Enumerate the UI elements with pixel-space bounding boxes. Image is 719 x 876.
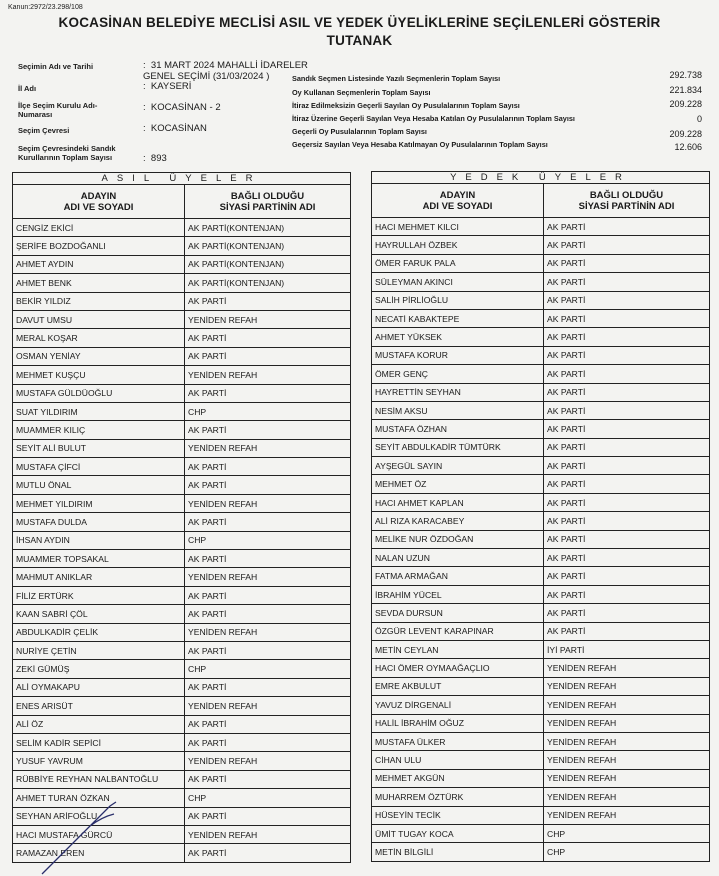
- info-row: [18, 60, 308, 82]
- party-name: AK PARTİ: [544, 438, 710, 456]
- stat-label: İtiraz Üzerine Geçerli Sayılan Veya Hesaba Katılan Oy Pusulalarının Toplam Sayısı: [292, 114, 575, 123]
- party-name: YENİDEN REFAH: [544, 714, 710, 732]
- candidate-name: ÜMİT TUGAY KOCA: [372, 824, 544, 842]
- party-name: AK PARTİ: [544, 457, 710, 475]
- candidate-name: MUHARREM ÖZTÜRK: [372, 788, 544, 806]
- title-line-1: KOCASİNAN BELEDİYE MECLİSİ ASIL VE YEDEK ÜYELİKLERİNE SEÇİLENLERİ GÖSTERİR: [58, 15, 661, 30]
- party-name: YENİDEN REFAH: [544, 696, 710, 714]
- party-name: AK PARTİ(KONTENJAN): [185, 255, 351, 273]
- table-row: [372, 383, 710, 401]
- party-name: CHP: [185, 789, 351, 807]
- table-row: [13, 329, 351, 347]
- table-row: [13, 274, 351, 292]
- party-name: YENİDEN REFAH: [185, 366, 351, 384]
- table-row: [372, 788, 710, 806]
- candidate-name: ALİ OYMAKAPU: [13, 678, 185, 696]
- table-row: [13, 237, 351, 255]
- candidate-name: MUSTAFA GÜLDÜOĞLU: [13, 384, 185, 402]
- table-row: [13, 752, 351, 770]
- info-label: Seçim Çevresindeki Sandık Kurullarının Toplam Sayısı: [18, 144, 116, 162]
- candidate-name: SEVDA DURSUN: [372, 604, 544, 622]
- table-row: [372, 696, 710, 714]
- table-row: [372, 640, 710, 658]
- candidate-name: EMRE AKBULUT: [372, 677, 544, 695]
- party-name: YENİDEN REFAH: [185, 697, 351, 715]
- stat-label: İtiraz Edilmeksizin Geçerli Sayılan Oy Pusulalarının Toplam Sayısı: [292, 101, 520, 110]
- table-row: [13, 347, 351, 365]
- party-name: AK PARTİ: [544, 218, 710, 236]
- party-name: YENİDEN REFAH: [544, 788, 710, 806]
- candidate-name: NURİYE ÇETİN: [13, 641, 185, 659]
- table-row: [372, 420, 710, 438]
- table-row: [372, 622, 710, 640]
- party-name: AK PARTİ: [544, 236, 710, 254]
- party-name: CHP: [185, 660, 351, 678]
- stat-row: [292, 114, 710, 125]
- candidate-name: YAVUZ DİRGENALİ: [372, 696, 544, 714]
- table-caption: ASIL ÜYELER: [13, 173, 351, 185]
- table-row: [372, 677, 710, 695]
- candidate-name: MUSTAFA ÜLKER: [372, 732, 544, 750]
- stat-row: [292, 127, 710, 138]
- party-name: AK PARTİ: [185, 605, 351, 623]
- party-name: AK PARTİ: [185, 715, 351, 733]
- candidate-name: METİN CEYLAN: [372, 640, 544, 658]
- candidate-name: MERAL KOŞAR: [13, 329, 185, 347]
- info-value: : KOCASİNAN: [143, 123, 207, 134]
- table-row: [13, 219, 351, 237]
- table-row: [372, 438, 710, 456]
- party-name: AK PARTİ: [185, 292, 351, 310]
- candidate-name: MAHMUT ANIKLAR: [13, 568, 185, 586]
- candidate-name: HÜSEYİN TECİK: [372, 806, 544, 824]
- info-label: İl Adı: [18, 84, 37, 93]
- candidate-name: HAYRULLAH ÖZBEK: [372, 236, 544, 254]
- candidate-name: ÖZGÜR LEVENT KARAPINAR: [372, 622, 544, 640]
- candidate-name: CENGİZ EKİCİ: [13, 219, 185, 237]
- party-name: AK PARTİ: [544, 420, 710, 438]
- stat-value: 0: [696, 114, 702, 124]
- candidate-name: MEHMET AKGÜN: [372, 769, 544, 787]
- table-row: [372, 732, 710, 750]
- candidate-name: AHMET AYDIN: [13, 255, 185, 273]
- candidate-name: KAAN SABRİ ÇÖL: [13, 605, 185, 623]
- candidate-name: İHSAN AYDIN: [13, 531, 185, 549]
- party-name: AK PARTİ: [544, 604, 710, 622]
- candidate-name: ŞERİFE BOZDOĞANLI: [13, 237, 185, 255]
- table-row: [13, 825, 351, 843]
- table-row: [13, 660, 351, 678]
- table-row: [13, 641, 351, 659]
- candidate-name: ÖMER FARUK PALA: [372, 254, 544, 272]
- candidate-name: HACI MEHMET KILCI: [372, 218, 544, 236]
- table-row: [372, 475, 710, 493]
- party-name: AK PARTİ: [544, 567, 710, 585]
- info-label: Seçim Çevresi: [18, 126, 70, 135]
- table-row: [13, 586, 351, 604]
- table-row: [372, 585, 710, 603]
- party-name: AK PARTİ: [185, 678, 351, 696]
- table-row: [13, 384, 351, 402]
- info-value: : KAYSERİ: [143, 81, 192, 92]
- candidate-name: MELİKE NUR ÖZDOĞAN: [372, 530, 544, 548]
- candidate-name: HACI AHMET KAPLAN: [372, 493, 544, 511]
- party-name: AK PARTİ: [544, 273, 710, 291]
- stat-label: Sandık Seçmen Listesinde Yazılı Seçmenlerin Toplam Sayısı: [292, 74, 501, 83]
- table-row: [372, 309, 710, 327]
- table-row: [13, 568, 351, 586]
- candidate-name: AHMET BENK: [13, 274, 185, 292]
- candidate-name: ÖMER GENÇ: [372, 365, 544, 383]
- table-row: [372, 273, 710, 291]
- party-name: AK PARTİ: [544, 585, 710, 603]
- table-row: [372, 659, 710, 677]
- table-row: [372, 493, 710, 511]
- table-row: [372, 567, 710, 585]
- candidate-name: RAMAZAN EREN: [13, 844, 185, 862]
- party-name: AK PARTİ: [544, 549, 710, 567]
- party-name: CHP: [544, 843, 710, 861]
- table-row: [13, 844, 351, 862]
- stat-value: 209.228: [669, 129, 702, 139]
- candidate-name: ALİ RIZA KARACABEY: [372, 512, 544, 530]
- table-row: [372, 254, 710, 272]
- info-label: Seçimin Adı ve Tarihi: [18, 62, 94, 71]
- candidate-name: MEHMET KUŞÇU: [13, 366, 185, 384]
- candidate-name: SEYHAN ARİFOĞLU: [13, 807, 185, 825]
- table-row: [372, 401, 710, 419]
- candidate-name: NESİM AKSU: [372, 401, 544, 419]
- party-name: CHP: [185, 402, 351, 420]
- party-name: YENİDEN REFAH: [544, 659, 710, 677]
- table-row: [372, 769, 710, 787]
- stat-value: 221.834: [669, 85, 702, 95]
- table-row: [13, 770, 351, 788]
- table-row: [13, 550, 351, 568]
- party-name: AK PARTİ: [544, 530, 710, 548]
- candidate-name: AHMET TURAN ÖZKAN: [13, 789, 185, 807]
- candidate-name: MEHMET YILDIRIM: [13, 494, 185, 512]
- candidate-name: HAYRETTİN SEYHAN: [372, 383, 544, 401]
- column-header-party: BAĞLI OLDUĞU SİYASİ PARTİNİN ADI: [544, 184, 710, 218]
- stat-row: [292, 101, 710, 112]
- candidate-name: MUSTAFA DULDA: [13, 513, 185, 531]
- table-row: [13, 310, 351, 328]
- table-row: [372, 751, 710, 769]
- document-title: [0, 14, 719, 50]
- info-row: [18, 144, 308, 162]
- party-name: AK PARTİ: [185, 807, 351, 825]
- info-row: [18, 81, 308, 93]
- candidate-name: SÜLEYMAN AKINCI: [372, 273, 544, 291]
- column-header-name: ADAYIN ADI VE SOYADI: [372, 184, 544, 218]
- party-name: AK PARTİ: [185, 458, 351, 476]
- party-name: AK PARTİ: [185, 329, 351, 347]
- candidate-name: MUAMMER TOPSAKAL: [13, 550, 185, 568]
- party-name: AK PARTİ: [185, 347, 351, 365]
- party-name: İYİ PARTİ: [544, 640, 710, 658]
- candidate-name: HALİL İBRAHİM OĞUZ: [372, 714, 544, 732]
- stat-value: 12.606: [674, 142, 702, 152]
- asil-members-table: [12, 172, 351, 863]
- party-name: CHP: [185, 531, 351, 549]
- table-row: [13, 402, 351, 420]
- party-name: YENİDEN REFAH: [544, 677, 710, 695]
- party-name: YENİDEN REFAH: [185, 568, 351, 586]
- table-row: [13, 789, 351, 807]
- candidate-name: DAVUT UMSU: [13, 310, 185, 328]
- table-row: [13, 605, 351, 623]
- party-name: AK PARTİ: [544, 475, 710, 493]
- stat-label: Geçersiz Sayılan Veya Hesaba Katılmayan Oy Pusulalarının Toplam Sayısı: [292, 140, 548, 149]
- party-name: YENİDEN REFAH: [544, 732, 710, 750]
- candidate-name: AYŞEGÜL SAYIN: [372, 457, 544, 475]
- candidate-name: MUSTAFA ÖZHAN: [372, 420, 544, 438]
- candidate-name: SEYİT ALİ BULUT: [13, 439, 185, 457]
- table-row: [372, 604, 710, 622]
- party-name: YENİDEN REFAH: [185, 310, 351, 328]
- candidate-name: OSMAN YENİAY: [13, 347, 185, 365]
- party-name: AK PARTİ: [544, 328, 710, 346]
- party-name: CHP: [544, 824, 710, 842]
- table-row: [372, 549, 710, 567]
- candidate-name: FATMA ARMAĞAN: [372, 567, 544, 585]
- party-name: YENİDEN REFAH: [544, 751, 710, 769]
- table-row: [13, 678, 351, 696]
- candidate-name: HACI MUSTAFA GÜRCÜ: [13, 825, 185, 843]
- party-name: YENİDEN REFAH: [544, 806, 710, 824]
- table-row: [372, 365, 710, 383]
- party-name: AK PARTİ: [185, 770, 351, 788]
- column-header-party: BAĞLI OLDUĞU SİYASİ PARTİNİN ADI: [185, 185, 351, 219]
- table-row: [372, 714, 710, 732]
- candidate-name: NALAN UZUN: [372, 549, 544, 567]
- candidate-name: SUAT YILDIRIM: [13, 402, 185, 420]
- party-name: YENİDEN REFAH: [185, 752, 351, 770]
- table-row: [372, 236, 710, 254]
- table-row: [13, 513, 351, 531]
- candidate-name: MUTLU ÖNAL: [13, 476, 185, 494]
- candidate-name: SEYİT ABDULKADİR TÜMTÜRK: [372, 438, 544, 456]
- candidate-name: MUAMMER KILIÇ: [13, 421, 185, 439]
- party-name: YENİDEN REFAH: [185, 825, 351, 843]
- candidate-name: AHMET YÜKSEK: [372, 328, 544, 346]
- candidate-name: ALİ ÖZ: [13, 715, 185, 733]
- party-name: YENİDEN REFAH: [185, 623, 351, 641]
- candidate-name: YUSUF YAVRUM: [13, 752, 185, 770]
- stat-row: [292, 85, 710, 99]
- info-value: : KOCASİNAN - 2: [143, 102, 221, 113]
- candidate-name: METİN BİLGİLİ: [372, 843, 544, 861]
- candidate-name: BEKİR YILDIZ: [13, 292, 185, 310]
- candidate-name: ZEKİ GÜMÜŞ: [13, 660, 185, 678]
- table-row: [13, 255, 351, 273]
- table-row: [13, 458, 351, 476]
- table-row: [13, 807, 351, 825]
- party-name: AK PARTİ: [544, 401, 710, 419]
- candidate-name: NECATİ KABAKTEPE: [372, 309, 544, 327]
- candidate-name: RÜBBİYE REYHAN NALBANTOĞLU: [13, 770, 185, 788]
- party-name: YENİDEN REFAH: [544, 769, 710, 787]
- candidate-name: FİLİZ ERTÜRK: [13, 586, 185, 604]
- party-name: AK PARTİ: [185, 513, 351, 531]
- stat-row: [292, 140, 710, 151]
- column-header-name: ADAYIN ADI VE SOYADI: [13, 185, 185, 219]
- party-name: AK PARTİ(KONTENJAN): [185, 237, 351, 255]
- stat-label: Geçerli Oy Pusulalarının Toplam Sayısı: [292, 127, 427, 136]
- table-row: [13, 733, 351, 751]
- party-name: AK PARTİ: [544, 365, 710, 383]
- candidate-name: SELİM KADİR SEPİCİ: [13, 733, 185, 751]
- party-name: AK PARTİ: [185, 844, 351, 862]
- party-name: AK PARTİ: [544, 622, 710, 640]
- info-label: İlçe Seçim Kurulu Adı-Numarası: [18, 101, 98, 119]
- document-reference: Kanun:2972/23.298/108: [8, 4, 83, 11]
- party-name: AK PARTİ: [185, 384, 351, 402]
- party-name: AK PARTİ: [185, 476, 351, 494]
- candidate-name: MEHMET ÖZ: [372, 475, 544, 493]
- party-name: AK PARTİ: [544, 309, 710, 327]
- candidate-name: İBRAHİM YÜCEL: [372, 585, 544, 603]
- table-row: [372, 328, 710, 346]
- table-row: [13, 494, 351, 512]
- info-row: [18, 101, 308, 119]
- table-row: [13, 366, 351, 384]
- title-line-2: TUTANAK: [326, 33, 393, 48]
- stat-value: 292.738: [669, 70, 702, 80]
- party-name: AK PARTİ: [185, 641, 351, 659]
- table-row: [13, 476, 351, 494]
- candidate-name: MUSTAFA ÇİFCİ: [13, 458, 185, 476]
- table-caption: YEDEK ÜYELER: [372, 172, 710, 184]
- stat-label: Oy Kullanan Seçmenlerin Toplam Sayısı: [292, 88, 431, 97]
- candidate-name: HACI ÖMER OYMAAĞAÇLIO: [372, 659, 544, 677]
- candidate-name: SALİH PİRLİOĞLU: [372, 291, 544, 309]
- party-name: AK PARTİ: [544, 254, 710, 272]
- table-row: [372, 843, 710, 861]
- party-name: AK PARTİ(KONTENJAN): [185, 219, 351, 237]
- table-row: [13, 623, 351, 641]
- table-row: [372, 824, 710, 842]
- stat-row: [292, 70, 710, 85]
- party-name: AK PARTİ: [544, 493, 710, 511]
- info-value: : 31 MART 2024 MAHALLİ İDARELER GENEL SEÇİMİ (31/03/2024 ): [143, 60, 308, 82]
- table-row: [372, 512, 710, 530]
- yedek-members-table: [371, 171, 710, 862]
- table-row: [13, 697, 351, 715]
- party-name: AK PARTİ: [544, 512, 710, 530]
- table-row: [13, 421, 351, 439]
- party-name: AK PARTİ: [185, 733, 351, 751]
- party-name: AK PARTİ: [185, 421, 351, 439]
- candidate-name: CİHAN ULU: [372, 751, 544, 769]
- table-row: [13, 531, 351, 549]
- stat-value: 209.228: [669, 99, 702, 109]
- party-name: AK PARTİ: [185, 550, 351, 568]
- candidate-name: MUSTAFA KORUR: [372, 346, 544, 364]
- candidate-name: ENES ARISÜT: [13, 697, 185, 715]
- table-row: [372, 218, 710, 236]
- party-name: AK PARTİ: [544, 383, 710, 401]
- party-name: AK PARTİ: [544, 346, 710, 364]
- party-name: YENİDEN REFAH: [185, 439, 351, 457]
- table-row: [13, 292, 351, 310]
- table-row: [13, 715, 351, 733]
- party-name: AK PARTİ(KONTENJAN): [185, 274, 351, 292]
- info-value: : 893: [143, 153, 167, 164]
- table-row: [372, 806, 710, 824]
- table-row: [372, 530, 710, 548]
- party-name: YENİDEN REFAH: [185, 494, 351, 512]
- table-row: [13, 439, 351, 457]
- table-row: [372, 291, 710, 309]
- table-row: [372, 346, 710, 364]
- candidate-name: ABDULKADİR ÇELİK: [13, 623, 185, 641]
- table-row: [372, 457, 710, 475]
- party-name: AK PARTİ: [185, 586, 351, 604]
- party-name: AK PARTİ: [544, 291, 710, 309]
- info-row: [18, 123, 308, 135]
